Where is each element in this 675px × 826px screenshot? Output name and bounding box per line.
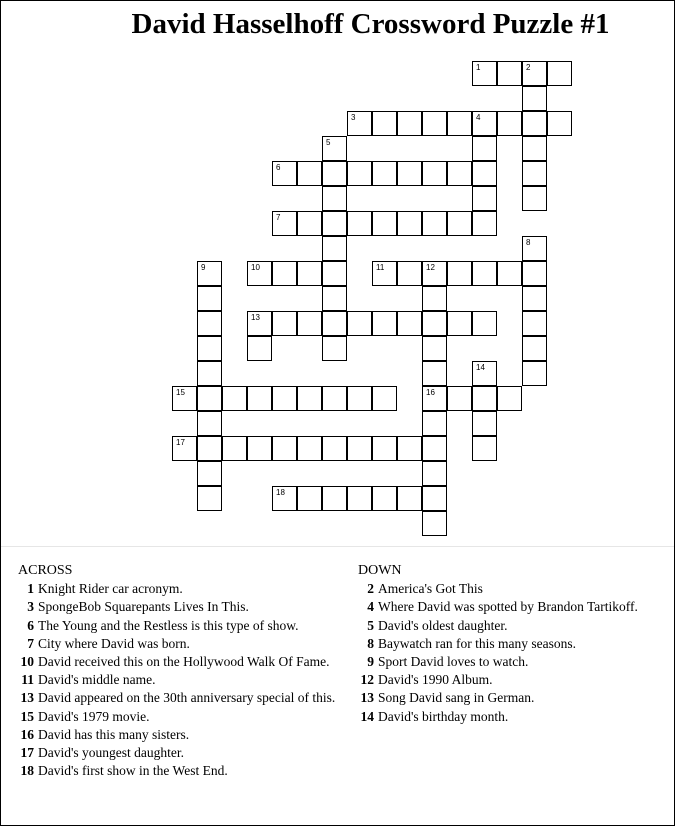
crossword-cell[interactable] <box>522 111 547 136</box>
crossword-cell[interactable] <box>472 261 497 286</box>
crossword-cell[interactable] <box>247 436 272 461</box>
cell-number: 18 <box>276 488 285 497</box>
clue-number: 3 <box>27 599 34 615</box>
crossword-cell[interactable] <box>222 386 247 411</box>
crossword-cell[interactable] <box>397 161 422 186</box>
clue-text: City where David was born. <box>38 635 190 651</box>
crossword-cell[interactable] <box>322 286 347 311</box>
crossword-cell[interactable] <box>297 386 322 411</box>
cell-number: 13 <box>251 313 260 322</box>
down-clue <box>358 708 668 726</box>
crossword-cell[interactable] <box>422 311 447 336</box>
crossword-cell[interactable] <box>272 261 297 286</box>
cell-number: 8 <box>526 238 531 247</box>
crossword-cell[interactable] <box>422 361 447 386</box>
crossword-cell[interactable] <box>447 111 472 136</box>
clue-text: David received this on the Hollywood Walk Of Fame. <box>38 654 330 670</box>
clue-text: David's youngest daughter. <box>38 745 185 761</box>
crossword-cell[interactable] <box>272 386 297 411</box>
across-clue <box>18 671 348 689</box>
clue-number: 13 <box>20 690 34 706</box>
crossword-cell[interactable] <box>272 311 297 336</box>
crossword-cell[interactable] <box>297 161 322 186</box>
crossword-cell[interactable] <box>522 361 547 386</box>
clue-text: David's first show in the West End. <box>38 763 228 779</box>
crossword-cell[interactable] <box>472 211 497 236</box>
crossword-cell[interactable] <box>472 186 497 211</box>
crossword-cell[interactable] <box>197 336 222 361</box>
clue-number: 15 <box>20 708 34 724</box>
clue-number: 9 <box>367 654 374 670</box>
crossword-cell[interactable] <box>197 411 222 436</box>
clue-number: 12 <box>360 672 374 688</box>
crossword-cell[interactable] <box>522 286 547 311</box>
crossword-cell[interactable] <box>297 311 322 336</box>
crossword-cell[interactable] <box>322 261 347 286</box>
crossword-cell[interactable] <box>397 111 422 136</box>
across-clue <box>18 617 348 635</box>
clue-number: 13 <box>360 690 374 706</box>
crossword-cell[interactable] <box>372 436 397 461</box>
cell-number: 1 <box>476 63 481 72</box>
clue-text: SpongeBob Squarepants Lives In This. <box>38 599 249 615</box>
cell-number: 10 <box>251 263 260 272</box>
crossword-cell[interactable] <box>322 486 347 511</box>
crossword-cell[interactable] <box>497 111 522 136</box>
crossword-cell[interactable] <box>322 311 347 336</box>
crossword-cell[interactable] <box>322 386 347 411</box>
crossword-cell[interactable] <box>472 136 497 161</box>
across-clue <box>18 635 348 653</box>
crossword-cell[interactable] <box>522 136 547 161</box>
crossword-cell[interactable] <box>197 361 222 386</box>
down-clue <box>358 671 668 689</box>
down-clue <box>358 617 668 635</box>
crossword-cell[interactable] <box>497 386 522 411</box>
crossword-cell[interactable] <box>272 486 297 511</box>
clue-text: David's oldest daughter. <box>378 617 508 633</box>
across-clues <box>18 562 348 780</box>
across-clue <box>18 689 348 707</box>
clue-number: 5 <box>367 617 374 633</box>
cell-number: 12 <box>426 263 435 272</box>
clue-text: David appeared on the 30th anniversary special of this. <box>38 690 336 706</box>
crossword-cell[interactable] <box>197 436 222 461</box>
crossword-cell[interactable] <box>172 386 197 411</box>
clue-text: Baywatch ran for this many seasons. <box>378 635 576 651</box>
crossword-cell[interactable] <box>447 261 472 286</box>
crossword-cell[interactable] <box>347 161 372 186</box>
clue-number: 4 <box>367 599 374 615</box>
clue-number: 8 <box>367 635 374 651</box>
crossword-cell[interactable] <box>422 386 447 411</box>
crossword-cell[interactable] <box>322 186 347 211</box>
across-clue <box>18 744 348 762</box>
crossword-cell[interactable] <box>522 86 547 111</box>
crossword-cell[interactable] <box>397 261 422 286</box>
down-clue <box>358 580 668 598</box>
cell-number: 3 <box>351 113 356 122</box>
crossword-cell[interactable] <box>347 211 372 236</box>
crossword-cell[interactable] <box>422 461 447 486</box>
crossword-cell[interactable] <box>547 111 572 136</box>
clue-number: 10 <box>20 654 34 670</box>
cell-number: 11 <box>376 263 385 272</box>
crossword-cell[interactable] <box>522 336 547 361</box>
cell-number: 6 <box>276 163 281 172</box>
crossword-cell[interactable] <box>472 161 497 186</box>
crossword-cell[interactable] <box>297 436 322 461</box>
crossword-cell[interactable] <box>172 436 197 461</box>
crossword-cell[interactable] <box>422 511 447 536</box>
cell-number: 4 <box>476 113 481 122</box>
crossword-cell[interactable] <box>247 386 272 411</box>
cell-number: 16 <box>426 388 435 397</box>
across-clue <box>18 580 348 598</box>
down-clue-list <box>358 580 668 726</box>
clue-text: The Young and the Restless is this type of show. <box>38 617 299 633</box>
crossword-cell[interactable] <box>497 261 522 286</box>
down-clue <box>358 689 668 707</box>
crossword-cell[interactable] <box>347 111 372 136</box>
crossword-cell[interactable] <box>347 486 372 511</box>
crossword-cell[interactable] <box>322 236 347 261</box>
cell-number: 17 <box>176 438 185 447</box>
crossword-cell[interactable] <box>397 311 422 336</box>
crossword-cell[interactable] <box>322 161 347 186</box>
crossword-cell[interactable] <box>322 136 347 161</box>
clue-text: David's 1979 movie. <box>38 708 150 724</box>
across-clue <box>18 708 348 726</box>
crossword-cell[interactable] <box>322 211 347 236</box>
clue-number: 6 <box>27 617 34 633</box>
down-clue <box>358 653 668 671</box>
crossword-cell[interactable] <box>247 311 272 336</box>
crossword-cell[interactable] <box>422 486 447 511</box>
clue-text: Song David sang in German. <box>378 690 535 706</box>
crossword-cell[interactable] <box>522 186 547 211</box>
crossword-cell[interactable] <box>447 386 472 411</box>
clue-text: David has this many sisters. <box>38 726 190 742</box>
crossword-cell[interactable] <box>447 161 472 186</box>
crossword-cell[interactable] <box>447 211 472 236</box>
down-clue <box>358 635 668 653</box>
across-clue-list <box>18 580 348 780</box>
clue-number: 2 <box>367 581 374 597</box>
clue-number: 11 <box>21 672 34 688</box>
crossword-cell[interactable] <box>522 61 547 86</box>
crossword-cell[interactable] <box>397 486 422 511</box>
crossword-cell[interactable] <box>472 386 497 411</box>
down-clue <box>358 598 668 616</box>
cell-number: 2 <box>526 63 531 72</box>
crossword-cell[interactable] <box>372 311 397 336</box>
crossword-cell[interactable] <box>197 461 222 486</box>
crossword-cell[interactable] <box>372 386 397 411</box>
crossword-cell[interactable] <box>297 486 322 511</box>
crossword-cell[interactable] <box>372 486 397 511</box>
crossword-cell[interactable] <box>272 211 297 236</box>
crossword-cell[interactable] <box>197 386 222 411</box>
crossword-cell[interactable] <box>397 211 422 236</box>
cell-number: 5 <box>326 138 331 147</box>
crossword-cell[interactable] <box>347 386 372 411</box>
crossword-cell[interactable] <box>322 336 347 361</box>
across-heading: ACROSS <box>18 563 73 578</box>
crossword-cell[interactable] <box>472 311 497 336</box>
crossword-cell[interactable] <box>297 261 322 286</box>
crossword-cell[interactable] <box>422 111 447 136</box>
clue-number: 1 <box>27 581 34 597</box>
clue-text: Where David was spotted by Brandon Tartikoff. <box>378 599 638 615</box>
clue-text: David's 1990 Album. <box>378 672 493 688</box>
crossword-cell[interactable] <box>422 261 447 286</box>
crossword-cell[interactable] <box>422 411 447 436</box>
crossword-cell[interactable] <box>272 436 297 461</box>
down-heading: DOWN <box>358 563 402 578</box>
clue-number: 17 <box>20 745 34 761</box>
cell-number: 9 <box>201 263 206 272</box>
crossword-cell[interactable] <box>272 161 297 186</box>
crossword-cell[interactable] <box>522 236 547 261</box>
crossword-cell[interactable] <box>422 336 447 361</box>
crossword-cell[interactable] <box>522 161 547 186</box>
crossword-cell[interactable] <box>372 161 397 186</box>
across-clue <box>18 762 348 780</box>
clue-text: Knight Rider car acronym. <box>38 581 183 597</box>
clue-text: America's Got This <box>378 581 483 597</box>
crossword-cell[interactable] <box>297 211 322 236</box>
clue-number: 14 <box>360 708 374 724</box>
cell-number: 7 <box>276 213 281 222</box>
crossword-cell[interactable] <box>422 286 447 311</box>
puzzle-title-text: David Hasselhoff Crossword Puzzle #1 <box>131 8 610 40</box>
crossword-cell[interactable] <box>422 436 447 461</box>
clue-number: 16 <box>20 726 34 742</box>
divider <box>1 546 674 547</box>
crossword-cell[interactable] <box>372 211 397 236</box>
crossword-cell[interactable] <box>222 436 247 461</box>
crossword-cell[interactable] <box>522 311 547 336</box>
crossword-cell[interactable] <box>497 61 522 86</box>
clue-number: 18 <box>20 763 34 779</box>
clue-text: David's middle name. <box>38 672 156 688</box>
clue-text: Sport David loves to watch. <box>378 654 529 670</box>
crossword-cell[interactable] <box>472 411 497 436</box>
clue-text: David's birthday month. <box>378 708 509 724</box>
crossword-cell[interactable] <box>197 311 222 336</box>
cell-number: 14 <box>476 363 485 372</box>
crossword-cell[interactable] <box>247 336 272 361</box>
crossword-cell[interactable] <box>422 161 447 186</box>
crossword-cell[interactable] <box>547 61 572 86</box>
across-clue <box>18 598 348 616</box>
crossword-cell[interactable] <box>472 361 497 386</box>
crossword-cell[interactable] <box>197 261 222 286</box>
crossword-cell[interactable] <box>247 261 272 286</box>
crossword-cell[interactable] <box>197 486 222 511</box>
crossword-cell[interactable] <box>347 436 372 461</box>
crossword-cell[interactable] <box>372 261 397 286</box>
crossword-cell[interactable] <box>522 261 547 286</box>
crossword-cell[interactable] <box>197 286 222 311</box>
crossword-cell[interactable] <box>322 436 347 461</box>
cell-number: 15 <box>176 388 185 397</box>
crossword-cell[interactable] <box>472 111 497 136</box>
crossword-cell[interactable] <box>472 436 497 461</box>
across-clue <box>18 726 348 744</box>
crossword-cell[interactable] <box>447 311 472 336</box>
crossword-cell[interactable] <box>422 211 447 236</box>
crossword-cell[interactable] <box>372 111 397 136</box>
crossword-cell[interactable] <box>472 61 497 86</box>
crossword-cell[interactable] <box>397 436 422 461</box>
across-clue <box>18 653 348 671</box>
down-clues <box>358 562 668 726</box>
crossword-cell[interactable] <box>347 311 372 336</box>
clue-number: 7 <box>27 635 34 651</box>
